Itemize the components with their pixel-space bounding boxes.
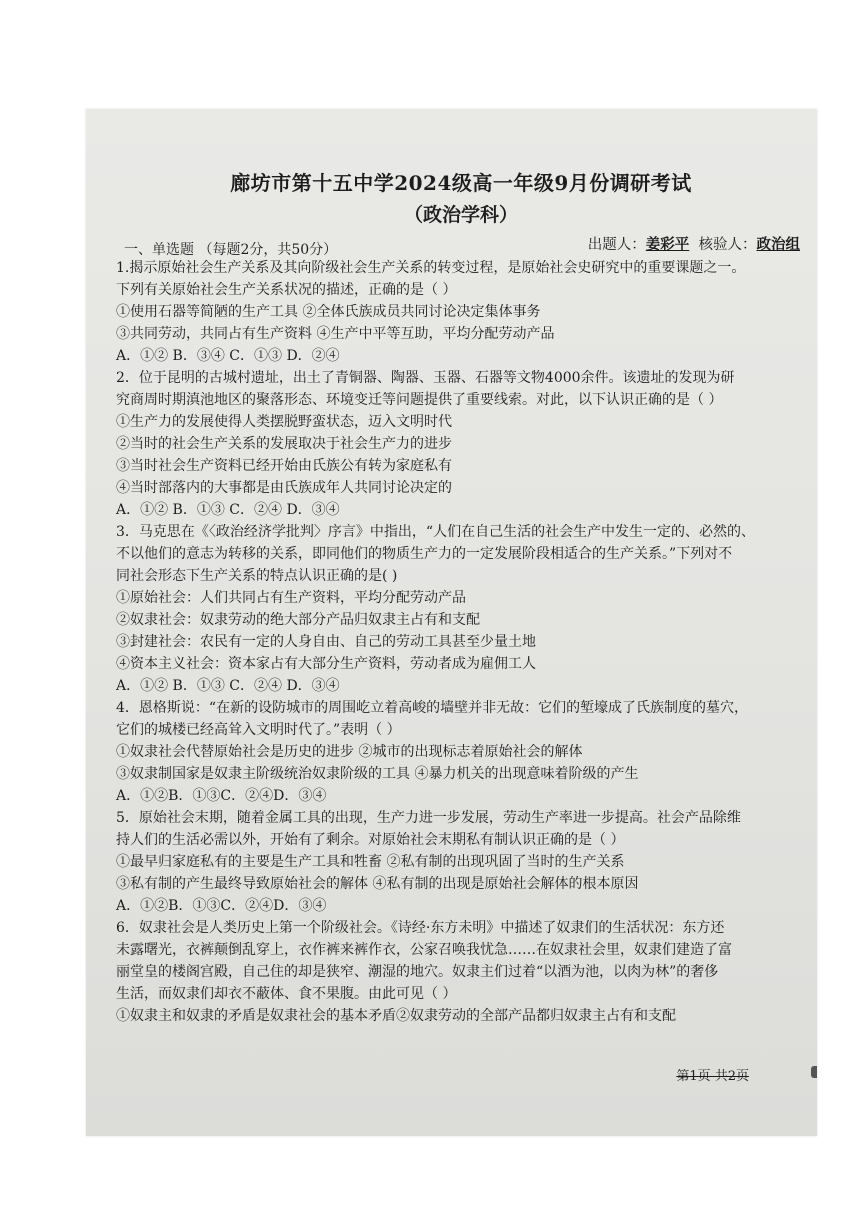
question-stem-line: 究商周时期滇池地区的聚落形态、环境变迁等问题提供了重要线索。对此，以下认识正确的是（ ）: [116, 392, 723, 408]
question-2: [116, 367, 806, 521]
question-statement: ①奴隶主和奴隶的矛盾是奴隶社会的基本矛盾②奴隶劳动的全部产品都归奴隶主占有和支配: [116, 1008, 676, 1024]
answer-choices: A．①② B．③④ C．①③ D．②④: [116, 348, 340, 364]
exam-title: 廊坊市第十五中学2024级高一年级9月份调研考试: [230, 171, 692, 195]
question-stem-line: 6．奴隶社会是人类历史上第一个阶级社会。《诗经·东方未明》中描述了奴隶们的生活状况：东方还: [116, 920, 725, 936]
exam-authors: [588, 233, 800, 254]
answer-choices: A．①② B．①③ C．②④ D．③④: [116, 502, 340, 518]
question-stem-line: 下列有关原始社会生产关系状况的描述，正确的是（ ）: [116, 282, 457, 298]
question-stem-line: 1.揭示原始社会生产关系及其向阶级社会生产关系的转变过程，是原始社会史研究中的重要课题之一。: [116, 260, 746, 276]
exam-header-row: [116, 233, 806, 257]
question-statement: ①奴隶社会代替原始社会是历史的进步 ②城市的出现标志着原始社会的解体: [116, 744, 583, 760]
question-statement: ③封建社会：农民有一定的人身自由、自己的劳动工具甚至少量土地: [116, 634, 536, 650]
question-stem-line: 持人们的生活必需以外，开始有了剩余。对原始社会末期私有制认识正确的是（ ）: [116, 832, 625, 848]
answer-choices: A．①②B．①③C．②④D．③④: [116, 788, 327, 804]
question-statement: ①生产力的发展使得人类摆脱野蛮状态，迈入文明时代: [116, 414, 452, 430]
question-3: [116, 521, 806, 697]
question-statement: ②当时的社会生产关系的发展取决于社会生产力的进步: [116, 436, 452, 452]
author-label: 出题人：: [587, 237, 646, 253]
question-statement: ③私有制的产生最终导致原始社会的解体 ④私有制的出现是原始社会解体的根本原因: [116, 876, 639, 892]
question-stem-line: 3．马克思在《〈政治经济学批判〉序言》中指出，“人们在自己生活的社会生产中发生一定的、必然的、: [116, 524, 756, 540]
answer-choices: A．①②B．①③C．②④D．③④: [116, 898, 327, 914]
question-stem-line: 它们的城楼已经高耸入文明时代了。”表明（ ）: [116, 722, 401, 738]
exam-content: [116, 169, 806, 1027]
question-list: [116, 257, 806, 1027]
question-statement: ④当时部落内的大事都是由氏族成年人共同讨论决定的: [116, 480, 452, 496]
question-4: [116, 697, 806, 807]
exam-subtitle: （政治学科）: [403, 204, 518, 226]
checker-label: 核验人：: [698, 237, 757, 253]
question-statement: ③共同劳动，共同占有生产资料 ④生产中平等互助，平均分配劳动产品: [116, 326, 555, 342]
question-statement: ①最早归家庭私有的主要是生产工具和牲畜 ②私有制的出现巩固了当时的生产关系: [116, 854, 625, 870]
question-stem-line: 5．原始社会末期，随着金属工具的出现，生产力进一步发展，劳动生产率进一步提高。社会产品除维: [116, 810, 741, 826]
question-1: [116, 257, 806, 367]
question-stem-line: 不以他们的意志为转移的关系，即同他们的物质生产力的一定发展阶段相适合的生产关系。”下列对不: [116, 546, 733, 562]
question-statement: ③奴隶制国家是奴隶主阶级统治奴隶阶级的工具 ④暴力机关的出现意味着阶级的产生: [116, 766, 639, 782]
question-stem-line: 丽堂皇的楼阁宫殿，自己住的却是狭窄、潮湿的地穴。奴隶主们过着“以酒为池，以肉为林”的奢侈: [116, 964, 719, 980]
question-stem-line: 未露曙光，衣裤颠倒乱穿上，衣作裤来裤作衣，公家召唤我忧急……在奴隶社会里，奴隶们建造了富: [116, 942, 732, 958]
question-statement: ①原始社会：人们共同占有生产资料，平均分配劳动产品: [116, 590, 466, 606]
question-statement: ③当时社会生产资料已经开始由氏族公有转为家庭私有: [116, 458, 452, 474]
question-stem-line: 2．位于昆明的古城村遗址，出土了青铜器、陶器、玉器、石器等文物4000余件。该遗址的发现为研: [116, 370, 735, 386]
page-edge-mark: [811, 1066, 817, 1078]
exam-paper: [86, 109, 817, 1136]
question-stem-line: 生活，而奴隶们却衣不蔽体、食不果腹。由此可见（ ）: [116, 986, 457, 1002]
question-statement: ②奴隶社会：奴隶劳动的绝大部分产品归奴隶主占有和支配: [116, 612, 480, 628]
question-statement: ①使用石器等简陋的生产工具 ②全体氏族成员共同讨论决定集体事务: [116, 304, 541, 320]
question-stem-line: 同社会形态下生产关系的特点认识正确的是( ): [116, 568, 398, 584]
question-statement: ④资本主义社会：资本家占有大部分生产资料，劳动者成为雇佣工人: [116, 656, 536, 672]
answer-choices: A．①② B．①③ C．②④ D．③④: [116, 678, 340, 694]
question-stem-line: 4．恩格斯说：“在新的设防城市的周围屹立着高峻的墙壁并非无故：它们的堑壕成了氏族制度的墓穴，: [116, 700, 749, 716]
section-title: 一、单选题 （每题2分，共50分）: [124, 242, 338, 258]
page-footer: 第1页 共2页: [676, 1069, 749, 1084]
author-name: 姜彩平: [645, 236, 690, 253]
question-6: [116, 917, 806, 1027]
checker-name: 政治组: [756, 236, 800, 253]
question-5: [116, 807, 806, 917]
